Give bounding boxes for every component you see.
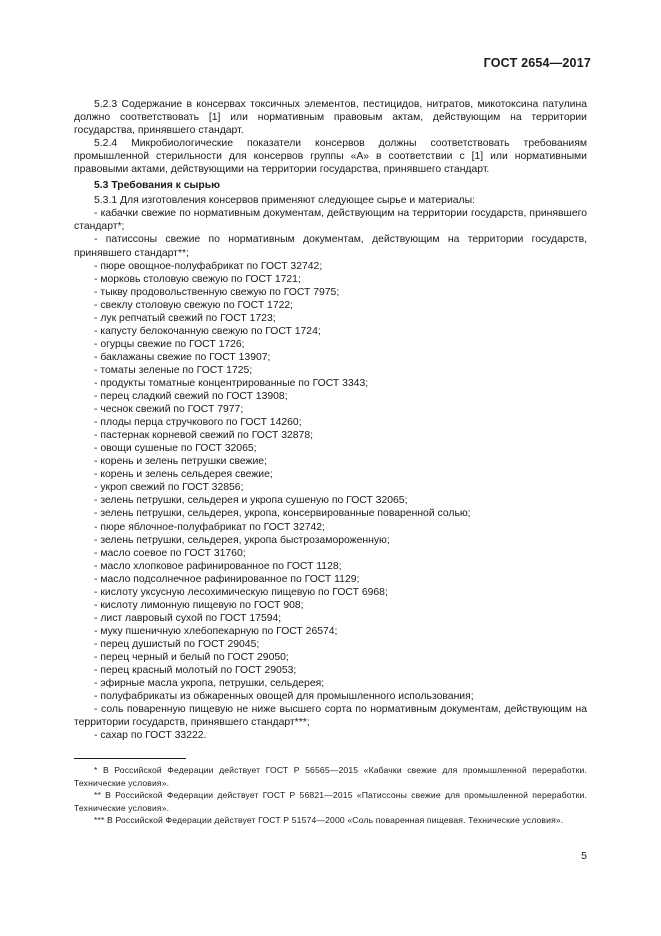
clause-5-2-4: 5.2.4 Микробиологические показатели консервов должны соответствовать требованиям промышленной стерильности для консервов группы «А» в соответствии с [1] или нормативными правовыми актами, действующими на территории государства, принявшего стандарт. [74, 138, 587, 176]
material-item: - морковь столовую свежую по ГОСТ 1721; [94, 273, 301, 285]
material-item: - перец красный молотый по ГОСТ 29053; [94, 665, 297, 677]
section-heading-5-3: 5.3 Требования к сырью [94, 180, 221, 192]
footnote: *** В Российской Федерации действует ГОСТ Р 51574—2000 «Соль поваренная пищевая. Технические условия». [94, 815, 564, 826]
material-item: - корень и зелень петрушки свежие; [94, 456, 267, 468]
material-item: - сахар по ГОСТ 33222. [94, 730, 207, 742]
material-item: - кислоту уксусную лесохимическую пищевую по ГОСТ 6968; [94, 586, 388, 598]
materials-list [74, 207, 587, 742]
material-item: - масло хлопковое рафинированное по ГОСТ 1128; [94, 560, 342, 572]
material-item: - томаты зеленые по ГОСТ 1725; [94, 364, 253, 376]
material-item: - чеснок свежий по ГОСТ 7977; [94, 404, 244, 416]
standard-code-header: ГОСТ 2654—2017 [483, 56, 591, 70]
material-item: - эфирные масла укропа, петрушки, сельдерея; [94, 678, 325, 690]
material-item: - огурцы свежие по ГОСТ 1726; [94, 338, 245, 350]
clause-5-3-1: 5.3.1 Для изготовления консервов применяют следующее сырье и материалы: [94, 195, 475, 207]
material-item: - зелень петрушки, сельдерея, укропа быстрозамороженную; [94, 534, 390, 546]
page-number: 5 [581, 850, 587, 862]
material-item: - пастернак корневой свежий по ГОСТ 32878; [94, 430, 314, 442]
footnote-divider [74, 758, 186, 759]
material-item: - кислоту лимонную пищевую по ГОСТ 908; [94, 599, 304, 611]
material-item: - масло подсолнечное рафинированное по ГОСТ 1129; [94, 573, 360, 585]
material-item: - свеклу столовую свежую по ГОСТ 1722; [94, 299, 294, 311]
material-item: - лист лавровый сухой по ГОСТ 17594; [94, 612, 282, 624]
material-item: - овощи сушеные по ГОСТ 32065; [94, 443, 257, 455]
footnotes [74, 764, 587, 827]
material-item: - патиссоны свежие по нормативным документам, действующим на территории государств, принявшего стандарт**; [74, 234, 587, 259]
material-item: - зелень петрушки, сельдерея и укропа сушеную по ГОСТ 32065; [94, 495, 408, 507]
material-item: - перец черный и белый по ГОСТ 29050; [94, 651, 289, 663]
material-item: - капусту белокочанную свежую по ГОСТ 1724; [94, 325, 321, 337]
material-item: - масло соевое по ГОСТ 31760; [94, 547, 246, 559]
footnote: ** В Российской Федерации действует ГОСТ Р 56821—2015 «Патиссоны свежие для промышленной переработки. Технические условия». [74, 790, 587, 813]
material-item: - муку пшеничную хлебопекарную по ГОСТ 26574; [94, 625, 338, 637]
material-item: - пюре овощное-полуфабрикат по ГОСТ 32742; [94, 260, 323, 272]
material-item: - соль поваренную пищевую не ниже высшего сорта по нормативным документам, действующим на территории государств, принявшего стандарт***; [74, 704, 587, 729]
footnote: * В Российской Федерации действует ГОСТ Р 56565—2015 «Кабачки свежие для промышленной переработки. Технические условия». [74, 765, 587, 788]
material-item: - перец душистый по ГОСТ 29045; [94, 638, 260, 650]
material-item: - зелень петрушки, сельдерея, укропа, консервированные поваренной солью; [94, 508, 471, 520]
clause-5-2-3: 5.2.3 Содержание в консервах токсичных элементов, пестицидов, нитратов, микотоксина патулина должно соответствовать [1] или нормативным правовым актам, действующим на территории государства, принявшего стандарт. [74, 99, 587, 137]
material-item: - полуфабрикаты из обжаренных овощей для промышленного использования; [94, 691, 474, 703]
material-item: - корень и зелень сельдерея свежие; [94, 469, 273, 481]
material-item: - плоды перца стручкового по ГОСТ 14260; [94, 417, 302, 429]
material-item: - укроп свежий по ГОСТ 32856; [94, 482, 244, 494]
material-item: - продукты томатные концентрированные по ГОСТ 3343; [94, 377, 369, 389]
material-item: - перец сладкий свежий по ГОСТ 13908; [94, 391, 288, 403]
material-item: - лук репчатый свежий по ГОСТ 1723; [94, 312, 276, 324]
material-item: - баклажаны свежие по ГОСТ 13907; [94, 351, 271, 363]
main-content [74, 98, 587, 742]
material-item: - кабачки свежие по нормативным документам, действующим на территории государств, принявшего стандарт*; [74, 208, 587, 233]
material-item: - пюре яблочное-полуфабрикат по ГОСТ 32742; [94, 521, 325, 533]
material-item: - тыкву продовольственную свежую по ГОСТ 7975; [94, 286, 340, 298]
